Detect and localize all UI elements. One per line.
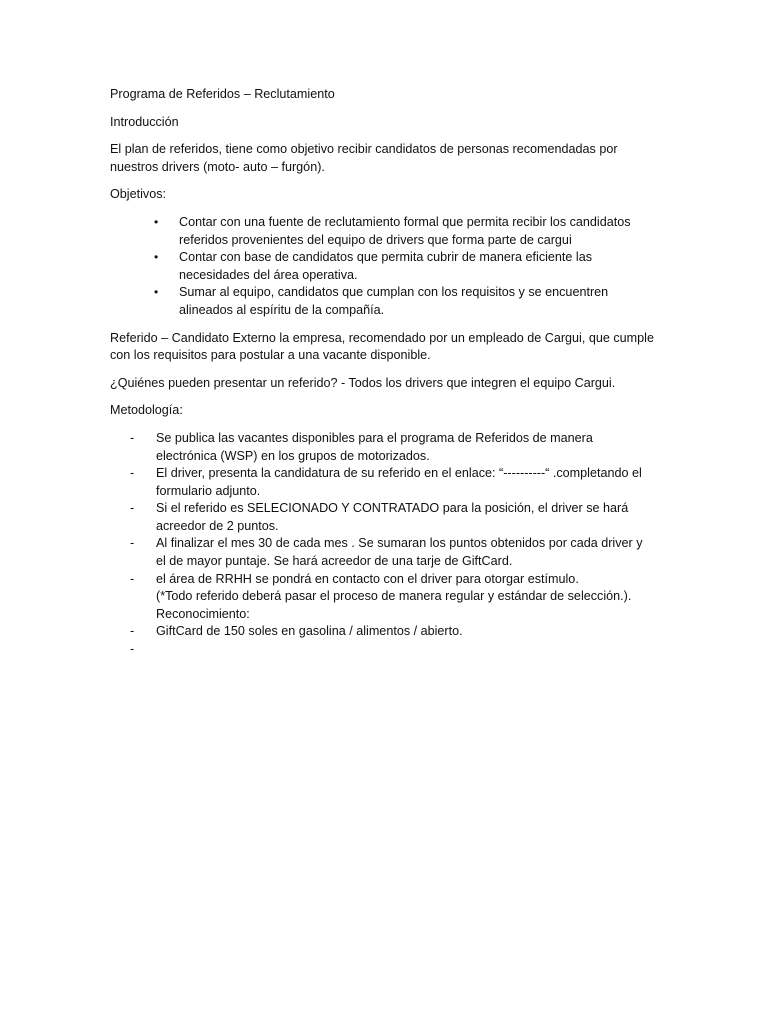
objective-item: [110, 249, 655, 284]
objective-text: Sumar al equipo, candidatos que cumplan con los requisitos y se encuentren alineados al espíritu de la compañía.: [179, 285, 609, 317]
methodology-list: [110, 430, 655, 659]
recognition-text: GiftCard de 150 soles en gasolina / alimentos / abierto.: [156, 624, 463, 639]
note-line: [110, 588, 655, 606]
methodology-text: Se publica las vacantes disponibles para el programa de Referidos de manera electrónica (WSP) en los grupos de motorizados.: [156, 430, 593, 463]
document-title: Programa de Referidos – Reclutamiento: [110, 87, 335, 101]
methodology-item: [110, 571, 655, 589]
methodology-item: [110, 430, 655, 465]
referido-definition: Referido – Candidato Externo la empresa, recomendado por un empleado de Cargui, que cumple con los requisitos para postular a una vacante disponible.: [110, 330, 654, 363]
objective-text: Contar con una fuente de reclutamiento formal que permita recibir los candidatos referidos provenientes del equipo de drivers que forma parte de cargui: [179, 214, 631, 247]
who-can-refer: ¿Quiénes pueden presentar un referido? - Todos los drivers que integren el equipo Cargui.: [110, 375, 616, 390]
methodology-item: [110, 500, 655, 535]
bullet-icon: •: [154, 214, 159, 229]
dash-icon: -: [130, 624, 135, 639]
objectives-heading: Objetivos:: [110, 187, 166, 202]
dash-icon: -: [130, 466, 135, 481]
bullet-icon: •: [154, 250, 159, 265]
dash-icon: -: [130, 536, 135, 551]
dash-icon: -: [130, 642, 135, 657]
document-page: [110, 86, 655, 659]
recognition-label: Reconocimiento:: [156, 606, 250, 621]
methodology-text: El driver, presenta la candidatura de su referido en el enlace: “----------“ .completando el formulario adjunto.: [156, 466, 642, 498]
methodology-item: [110, 535, 655, 570]
selection-note: (*Todo referido deberá pasar el proceso de manera regular y estándar de selección.).: [156, 589, 632, 604]
objective-item: [110, 284, 655, 319]
objective-text: Contar con base de candidatos que permita cubrir de manera eficiente las necesidades del área operativa.: [179, 250, 593, 282]
bullet-icon: •: [154, 285, 159, 300]
methodology-heading: Metodología:: [110, 403, 183, 418]
empty-list-item: [110, 641, 655, 659]
objectives-list: [110, 214, 655, 320]
methodology-text: el área de RRHH se pondrá en contacto con el driver para otorgar estímulo.: [156, 571, 579, 586]
dash-icon: -: [130, 430, 135, 445]
methodology-text: Al finalizar el mes 30 de cada mes . Se sumaran los puntos obtenidos por cada driver y el de mayor puntaje. Se hará acreedor de una tarje de GiftCard.: [156, 536, 643, 569]
dash-icon: -: [130, 571, 135, 586]
intro-text: El plan de referidos, tiene como objetivo recibir candidatos de personas recomendadas por nuestros drivers (moto- auto – furgón).: [110, 142, 618, 174]
recognition-line: [110, 606, 655, 624]
dash-icon: -: [130, 501, 135, 516]
intro-heading: Introducción: [110, 114, 179, 129]
objective-item: [110, 214, 655, 249]
methodology-text: Si el referido es SELECIONADO Y CONTRATADO para la posición, el driver se hará acreedor de 2 puntos.: [156, 501, 629, 533]
methodology-item: [110, 465, 655, 500]
recognition-item: [110, 623, 655, 641]
